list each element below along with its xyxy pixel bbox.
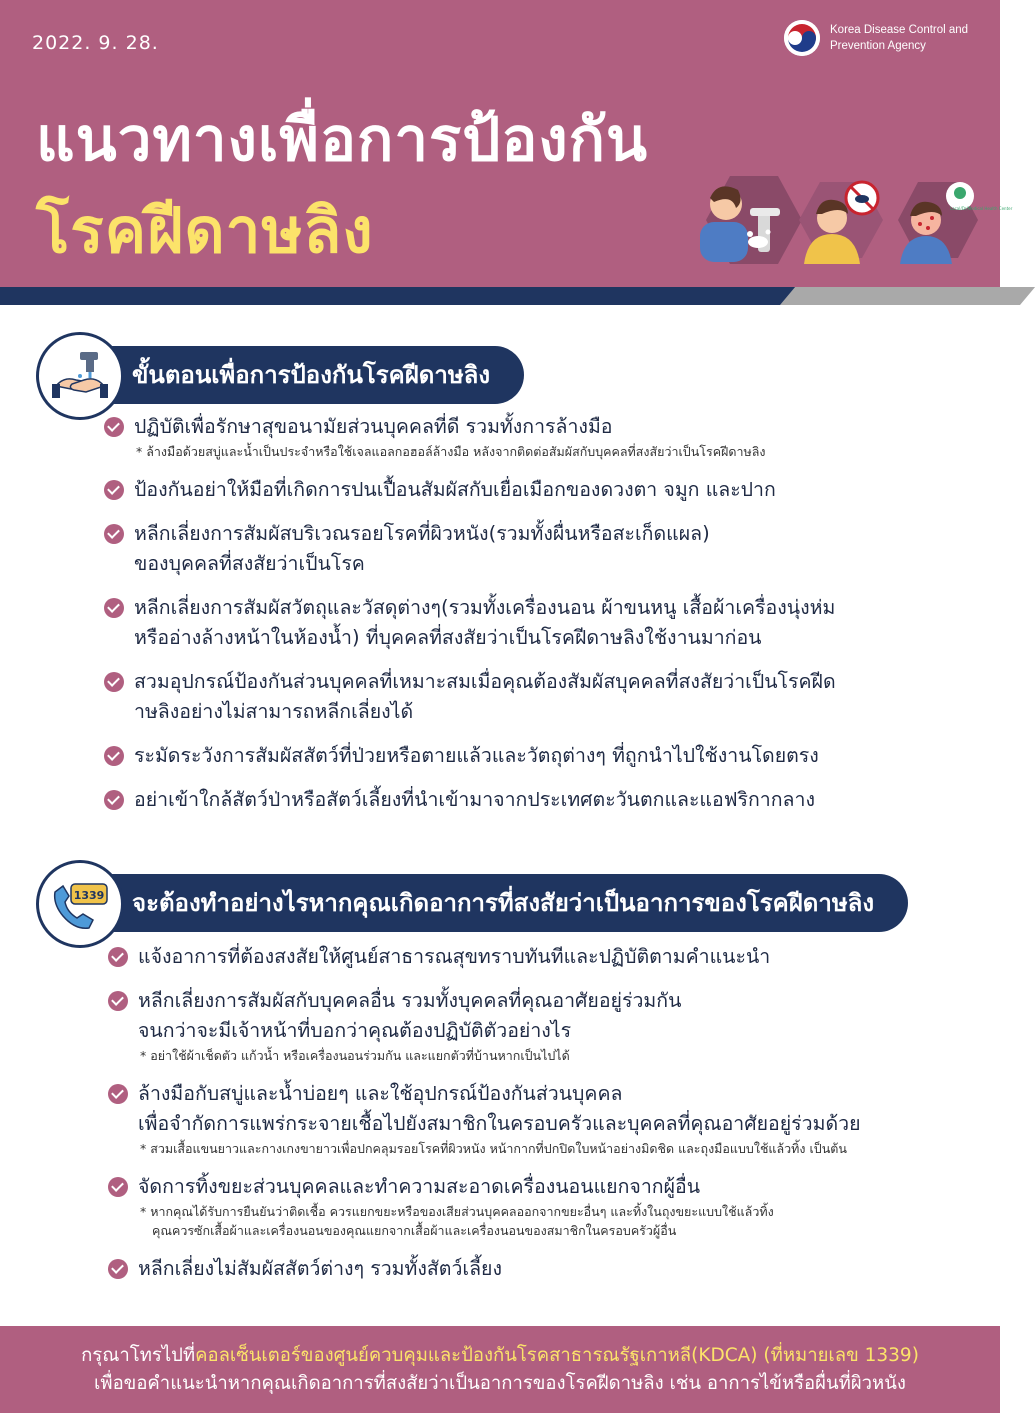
hand-washing-icon [36,332,124,420]
list-item [104,667,984,727]
kdca-logo-icon [784,20,820,56]
list-item-text: อย่าเข้าใกล้สัตว์ป่าหรือสัตว์เลี้ยงที่นำเข้ามาจากประเทศตะวันตกและแอฟริกากลาง [134,788,815,811]
kdca-call-center-link[interactable]: คอลเซ็นเตอร์ของศูนย์ควบคุมและป้องกันโรคสาธารณรัฐเกาหลี(KDCA) (ที่หมายเลข 1339) [195,1345,919,1366]
list-item [108,1254,988,1284]
list-item [108,1079,988,1158]
list-item-text: ป้องกันอย่าให้มือที่เกิดการปนเปื้อนสัมผัสกับเยื่อเมือกของดวงตา จมูก และปาก [134,478,776,501]
header-banner [0,0,1013,287]
check-icon [104,524,124,544]
list-item-note: * อย่าใช้ผ้าเช็ดตัว แก้วน้ำ หรือเครื่องนอนร่วมกัน และแยกตัวที่บ้านหากเป็นไปได้ [140,1048,570,1063]
agency-name [830,22,968,54]
check-icon [104,598,124,618]
list-item-note: * หากคุณได้รับการยืนยันว่าติดเชื้อ ควรแยกขยะหรือของเสียส่วนบุคคลออกจากขยะอื่นๆ และทิ้งในถุงขยะแบบใช้แล้วทิ้ง [140,1204,774,1219]
check-icon [108,1084,128,1104]
list-item-text: ปฏิบัติเพื่อรักษาสุขอนามัยส่วนบุคคลที่ดี รวมทั้งการล้างมือ [134,415,613,438]
header-illustration [692,172,1013,272]
list-item [104,519,984,579]
phone-1339-icon [36,860,124,948]
list-item-note-continued: คุณควรซักเสื้อผ้าและเครื่องนอนของคุณแยกจากเสื้อผ้าและเครื่องนอนของสมาชิกในครอบครัวผู้อื่น [152,1223,677,1238]
list-item-text-continued: ของบุคคลที่สงสัยว่าเป็นโรค [134,552,365,575]
list-item-text-continued: หรืออ่างล้างหน้าในห้องน้ำ) ที่บุคคลที่สงสัยว่าเป็นโรคฝีดาษลิงใช้งานมาก่อน [134,626,762,649]
check-icon [104,417,124,437]
list-item-text: แจ้งอาการที่ต้องสงสัยให้ศูนย์สาธารณสุขทราบทันทีและปฏิบัติตามคำแนะนำ [138,945,771,968]
list-item-text: หลีกเลี่ยงการสัมผัสวัตถุและวัสดุต่างๆ(รวมทั้งเครื่องนอน ผ้าขนหนู เสื้อผ้าเครื่องนุ่งห่ม [134,596,836,619]
list-item-text: หลีกเลี่ยงการสัมผัสบริเวณรอยโรคที่ผิวหนัง(รวมทั้งผื่นหรือสะเก็ดแผล) [134,522,710,545]
stripe-accent [780,287,1035,305]
list-item-text: สวมอุปกรณ์ป้องกันส่วนบุคคลที่เหมาะสมเมื่อคุณต้องสัมผัสบุคคลที่สงสัยว่าเป็นโรคฝีด [134,670,836,693]
check-icon [104,672,124,692]
prevention-list [104,412,984,829]
symptoms-list [108,942,988,1298]
agency-branding [784,20,968,56]
page-title-line1: แนวทางเพื่อการป้องกัน [36,105,649,175]
list-item-text-continued: จนกว่าจะมีเจ้าหน้าที่บอกว่าคุณต้องปฏิบัติตัวอย่างไร [138,1019,572,1042]
list-item-text: ระมัดระวังการสัมผัสสัตว์ที่ป่วยหรือตายแล้วและวัตถุต่างๆ ที่ถูกนำไปใช้งานโดยตรง [134,744,819,767]
list-item [104,475,984,505]
check-icon [108,991,128,1011]
hotline-number-label: 1339 [73,889,105,902]
check-icon [108,1177,128,1197]
footer-line1 [0,1342,1000,1370]
agency-name-line1: Korea Disease Control and [830,24,969,36]
check-icon [108,947,128,967]
check-icon [108,1259,128,1279]
list-item-note: * สวมเสื้อแขนยาวและกางเกงขายาวเพื่อปกคลุมรอยโรคที่ผิวหนัง หน้ากากที่ปกปิดใบหน้าอย่างมิดชิด และถุงมือแบบใช้แล้วทิ้ง เป็นต้น [140,1141,847,1156]
list-item [108,986,988,1065]
list-item [104,412,984,461]
agency-name-line2: Prevention Agency [830,40,926,52]
list-item [104,785,984,815]
check-icon [104,480,124,500]
check-icon [104,746,124,766]
list-item [104,741,984,771]
list-item-text: หลีกเลี่ยงการสัมผัสกับบุคคลอื่น รวมทั้งบุคคลที่คุณอาศัยอยู่ร่วมกัน [138,989,682,1012]
list-item-text: หลีกเลี่ยงไม่สัมผัสสัตว์ต่างๆ รวมทั้งสัตว์เลี้ยง [138,1257,502,1280]
section-prevention-title: ขั้นตอนเพื่อการป้องกันโรคฝีดาษลิง [80,346,524,404]
footer-call-prefix: กรุณาโทรไปที่ [81,1345,196,1366]
list-item-text-continued: าษลิงอย่างไม่สามารถหลีกเลี่ยงได้ [134,700,414,723]
list-item-note: * ล้างมือด้วยสบู่และน้ำเป็นประจำหรือใช้เจลแอลกอฮอล์ล้างมือ หลังจากติดต่อสัมผัสกับบุคคลที่สงสัยว่าเป็นโรคฝีดาษลิง [136,444,766,459]
list-item-text: ล้างมือกับสบู่และน้ำบ่อยๆ และใช้อุปกรณ์ป้องกันส่วนบุคคล [138,1082,623,1105]
list-item [108,1172,988,1240]
check-icon [104,790,124,810]
page-title-line2: โรคฝีดาษลิง [36,194,374,267]
footer-line2: เพื่อขอคำแนะนำหากคุณเกิดอาการที่สงสัยว่าเป็นอาการของโรคฝีดาษลิง เช่น อาการไข้หรือผื่นที่ผิวหนัง [94,1373,906,1394]
footer-banner [0,1326,1000,1413]
list-item [104,593,984,653]
list-item-text: จัดการทิ้งขยะส่วนบุคคลและทำความสะอาดเครื่องนอนแยกจากผู้อื่น [138,1175,701,1198]
header-stripe [0,287,1000,305]
section-symptoms-title: จะต้องทำอย่างไรหากคุณเกิดอาการที่สงสัยว่าเป็นอาการของโรคฝีดาษลิง [80,874,908,932]
date-label: 2022. 9. 28. [32,32,159,54]
list-item-text-continued: เพื่อจำกัดการแพร่กระจายเชื้อไปยังสมาชิกในครอบครัวและบุคคลที่คุณอาศัยอยู่ร่วมด้วย [138,1112,861,1135]
list-item [108,942,988,972]
health-center-badge-text: Local/Dr/Medical Health Center [950,206,1013,211]
